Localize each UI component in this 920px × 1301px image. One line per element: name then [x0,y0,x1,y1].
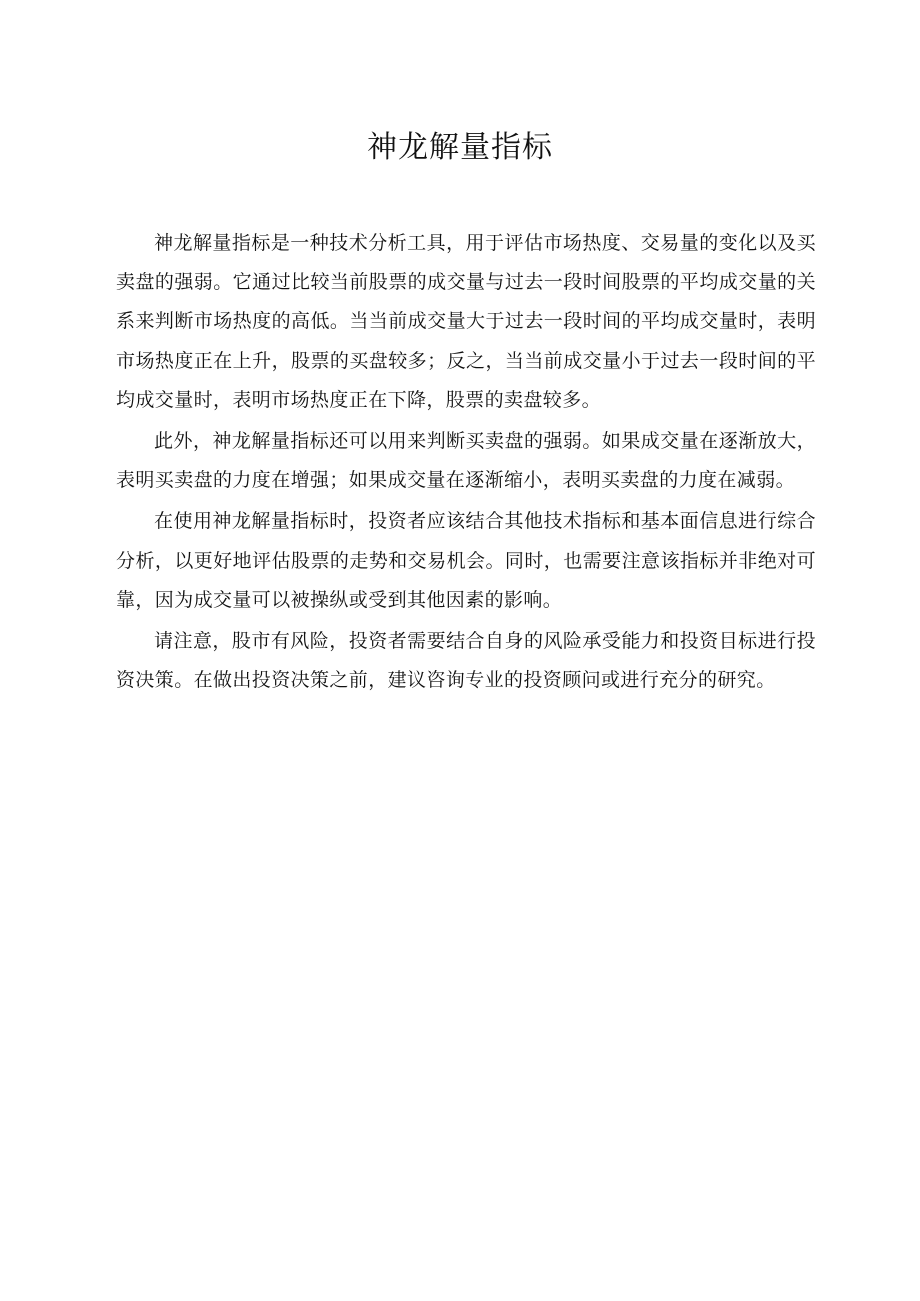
paragraph-risk-disclaimer: 请注意，股市有风险，投资者需要结合自身的风险承受能力和投资目标进行投资决策。在做出投资决策之前，建议咨询专业的投资顾问或进行充分的研究。 [116,630,816,692]
paragraph-usage-advice: 在使用神龙解量指标时，投资者应该结合其他技术指标和基本面信息进行综合分析，以更好地评估股票的走势和交易机会。同时，也需要注意该指标并非绝对可靠，因为成交量可以被操纵或受到其他因素的影响。 [116,510,816,611]
paragraph-buy-sell-strength: 此外，神龙解量指标还可以用来判断买卖盘的强弱。如果成交量在逐渐放大，表明买卖盘的力度在增强；如果成交量在逐渐缩小，表明买卖盘的力度在减弱。 [116,430,816,492]
document-body [116,224,816,702]
document-title: 神龙解量指标 [367,130,553,165]
paragraph-intro: 神龙解量指标是一种技术分析工具，用于评估市场热度、交易量的变化以及买卖盘的强弱。它通过比较当前股票的成交量与过去一段时间股票的平均成交量的关系来判断市场热度的高低。当当前成交量大于过去一段时间的平均成交量时，表明市场热度正在上升，股票的买盘较多；反之，当当前成交量小于过去一段时间的平均成交量时，表明市场热度正在下降，股票的卖盘较多。 [116,232,816,411]
